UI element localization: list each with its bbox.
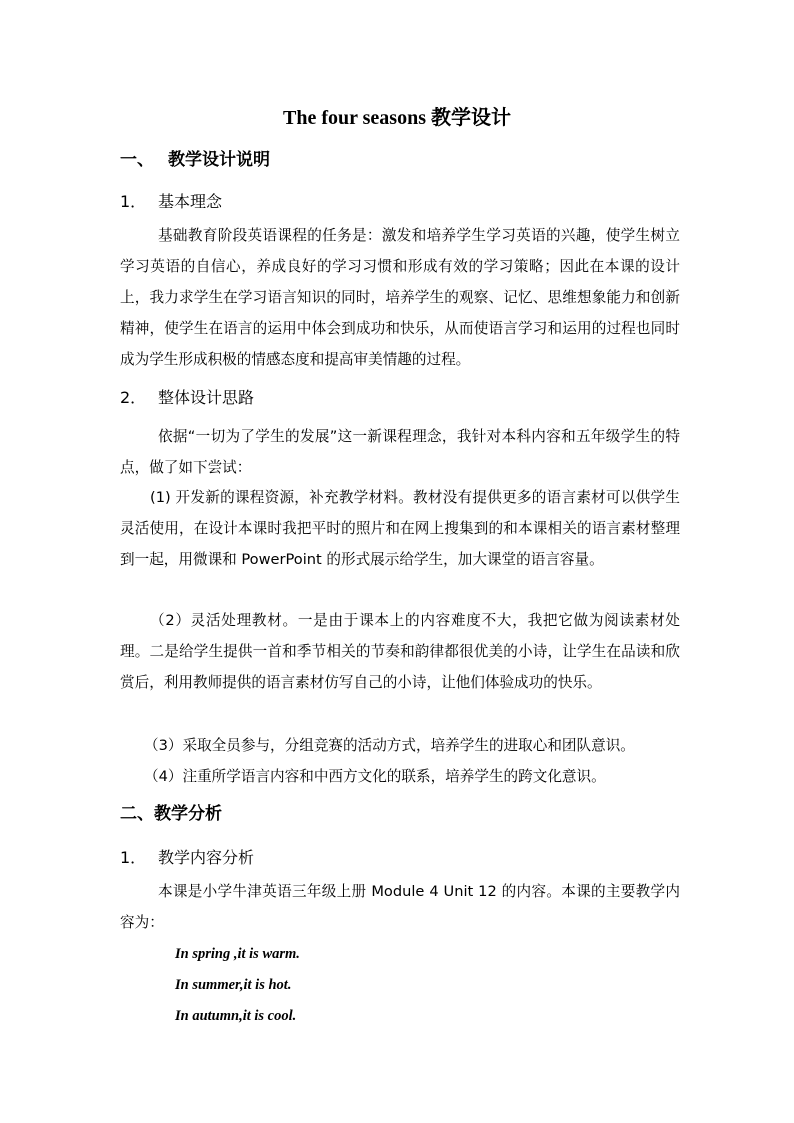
- list-item-1: (1) 开发新的课程资源，补充教学材料。教材没有提供更多的语言素材可以供学生灵活使用，在设计本课时我把平时的照片和在网上搜集到的和本课相关的语言素材整理到一起，用微课和 PowerPoint 的形式展示给学生，加大课堂的语言容量。: [120, 489, 680, 568]
- section-heading-teaching-analysis: 二、教学分析: [120, 804, 222, 824]
- list-item-3: （3）采取全员参与，分组竞赛的活动方式，培养学生的进取心和团队意识。: [144, 737, 635, 754]
- subheading-content-analysis: [120, 846, 254, 870]
- section-heading-design-notes: [120, 148, 270, 172]
- subheading-title: 基本理念: [158, 192, 223, 211]
- example-sentence: In autumn,it is cool.: [175, 1008, 297, 1024]
- list-item-2: （2）灵活处理教材。一是由于课本上的内容难度不大，我把它做为阅读素材处理。二是给学生提供一首和季节相关的节奏和韵律都很优美的小诗，让学生在品读和欣赏后，利用教师提供的语言素材仿写自己的小诗，让他们体验成功的快乐。: [120, 612, 680, 691]
- subheading-overall-design: [120, 386, 254, 410]
- section-number: 一、: [120, 150, 154, 170]
- subheading-number: 1．: [120, 848, 147, 867]
- subheading-number: 2．: [120, 388, 147, 407]
- subheading-number: 1．: [120, 192, 147, 211]
- paragraph-basic-concept: 基础教育阶段英语课程的任务是：激发和培养学生学习英语的兴趣，使学生树立学习英语的自信心，养成良好的学习习惯和形成有效的学习策略；因此在本课的设计上，我力求学生在学习语言知识的同时，培养学生的观察、记忆、思维想象能力和创新精神，使学生在语言的运用中体会到成功和快乐，从而使语言学习和运用的过程也同时成为学生形成积极的情感态度和提高审美情趣的过程。: [120, 227, 680, 368]
- example-sentence: In spring ,it is warm.: [175, 946, 300, 962]
- section-title: 教学设计说明: [168, 150, 270, 170]
- subheading-title: 整体设计思路: [158, 388, 255, 407]
- paragraph-design-intro: 依据“一切为了学生的发展”这一新课程理念，我针对本科内容和五年级学生的特点，做了如下尝试：: [120, 428, 680, 476]
- paragraph-content-analysis: 本课是小学牛津英语三年级上册 Module 4 Unit 12 的内容。本课的主要教学内容为：: [120, 883, 680, 931]
- document-title: The four seasons 教学设计: [283, 107, 511, 129]
- subheading-title: 教学内容分析: [158, 848, 255, 867]
- list-item-4: （4）注重所学语言内容和中西方文化的联系，培养学生的跨文化意识。: [144, 768, 606, 785]
- example-sentence: In summer,it is hot.: [175, 977, 292, 993]
- subheading-basic-concept: [120, 190, 222, 214]
